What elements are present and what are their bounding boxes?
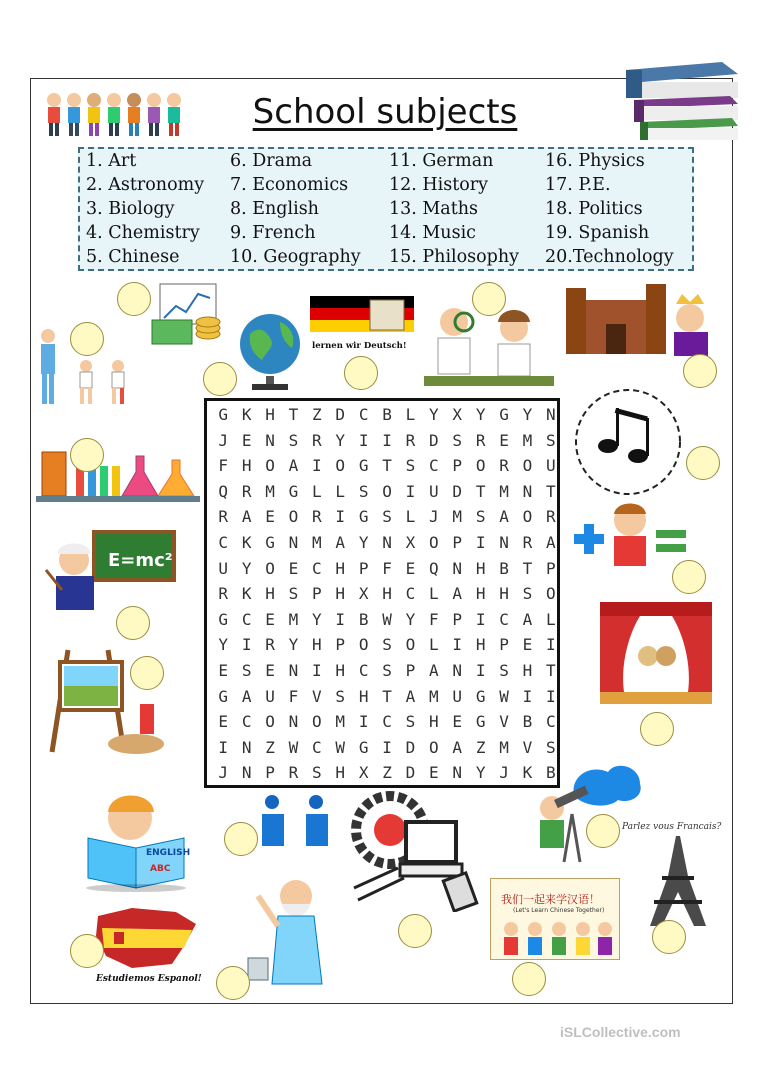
grid-letter[interactable]: A — [499, 507, 509, 527]
grid-letter[interactable]: L — [429, 584, 439, 604]
subject-item: 5. Chinese — [86, 247, 180, 267]
spanish-caption: Estudiemos Espanol! — [96, 974, 202, 984]
subjects-list — [78, 147, 694, 271]
subject-item: 13. Maths — [389, 199, 479, 219]
grid-letter[interactable]: U — [265, 686, 275, 706]
grid-letter[interactable]: E — [522, 635, 533, 655]
grid-letter[interactable]: E — [429, 763, 439, 783]
grid-letter[interactable]: G — [358, 507, 369, 527]
grid-letter[interactable]: E — [241, 430, 252, 450]
grid-letter[interactable]: C — [358, 405, 369, 424]
grid-letter[interactable]: M — [499, 481, 509, 501]
grid-letter[interactable]: I — [475, 533, 486, 552]
grid-letter[interactable]: C — [546, 712, 556, 732]
grid-letter[interactable]: Z — [475, 737, 486, 757]
grid-letter[interactable]: Y — [522, 405, 533, 424]
grid-letter[interactable]: S — [405, 712, 416, 732]
grid-letter[interactable]: S — [335, 686, 346, 706]
answer-circle[interactable] — [683, 354, 717, 388]
grid-letter[interactable]: J — [499, 763, 509, 783]
grid-letter[interactable]: E — [265, 507, 275, 527]
grid-letter[interactable]: G — [218, 609, 229, 629]
history-castle-picture — [566, 280, 716, 360]
grid-letter[interactable]: S — [288, 584, 299, 604]
grid-letter[interactable]: X — [358, 584, 369, 604]
grid-letter[interactable]: G — [475, 686, 486, 706]
grid-letter[interactable]: T — [382, 456, 392, 476]
word-search-grid[interactable] — [204, 398, 560, 788]
grid-letter[interactable]: I — [312, 661, 322, 680]
grid-letter[interactable]: G — [358, 456, 369, 476]
grid-letter[interactable]: S — [288, 430, 299, 450]
chinese-subcaption: (Let's Learn Chinese Together) — [513, 907, 605, 914]
grid-letter[interactable]: O — [382, 481, 392, 501]
grid-letter[interactable]: I — [382, 737, 392, 757]
grid-letter[interactable]: Y — [335, 430, 346, 450]
grid-letter[interactable]: S — [522, 584, 533, 604]
grid-letter[interactable]: D — [405, 763, 416, 783]
grid-letter[interactable]: I — [546, 686, 556, 706]
grid-letter[interactable]: M — [265, 481, 275, 501]
grid-letter[interactable]: E — [218, 712, 229, 732]
grid-letter[interactable]: I — [241, 635, 252, 655]
grid-letter[interactable]: V — [312, 686, 322, 706]
grid-letter[interactable]: H — [312, 635, 322, 655]
grid-letter[interactable]: H — [265, 405, 275, 424]
grid-letter[interactable]: Z — [312, 405, 322, 424]
spanish-map-picture — [92, 906, 200, 972]
grid-letter[interactable]: H — [335, 558, 346, 578]
grid-letter[interactable]: S — [452, 430, 463, 450]
grid-letter[interactable]: D — [335, 405, 346, 424]
grid-letter[interactable]: K — [241, 584, 252, 604]
grid-letter[interactable]: N — [241, 737, 252, 757]
grid-letter[interactable]: Y — [241, 558, 252, 578]
answer-circle[interactable] — [586, 814, 620, 848]
grid-letter[interactable]: W — [335, 737, 346, 757]
subject-item: 8. English — [230, 199, 319, 219]
grid-letter[interactable]: I — [335, 507, 346, 527]
grid-letter[interactable]: S — [312, 763, 322, 783]
grid-letter[interactable]: C — [241, 712, 252, 732]
subject-item: 4. Chemistry — [86, 223, 200, 243]
grid-letter[interactable]: E — [405, 558, 416, 578]
grid-letter[interactable]: G — [358, 737, 369, 757]
site-footer: iSLCollective.com — [560, 1024, 681, 1040]
grid-letter[interactable]: N — [546, 405, 556, 424]
grid-letter[interactable]: Y — [475, 405, 486, 424]
grid-letter[interactable]: D — [429, 430, 439, 450]
grid-letter[interactable]: S — [405, 456, 416, 476]
grid-letter[interactable]: A — [288, 456, 299, 476]
grid-letter[interactable]: L — [429, 635, 439, 655]
grid-letter[interactable]: H — [429, 712, 439, 732]
grid-letter[interactable]: X — [452, 405, 463, 424]
grid-letter[interactable]: O — [546, 584, 556, 604]
grid-letter[interactable]: O — [265, 558, 275, 578]
grid-letter[interactable]: P — [265, 763, 275, 783]
grid-letter[interactable]: J — [218, 763, 229, 783]
grid-letter[interactable]: R — [288, 763, 299, 783]
grid-letter[interactable]: I — [546, 635, 556, 655]
grid-letter[interactable]: K — [241, 405, 252, 424]
answer-circle[interactable] — [640, 712, 674, 746]
grid-letter[interactable]: I — [475, 609, 486, 629]
grid-letter[interactable]: S — [358, 481, 369, 501]
grid-letter[interactable]: Z — [382, 763, 392, 783]
subject-item: 1. Art — [86, 151, 137, 171]
grid-letter[interactable]: K — [241, 533, 252, 552]
grid-letter[interactable]: L — [546, 609, 556, 629]
grid-letter[interactable]: P — [452, 609, 463, 629]
grid-letter[interactable]: V — [522, 737, 533, 757]
grid-letter[interactable]: N — [288, 712, 299, 732]
grid-letter[interactable]: Y — [475, 763, 486, 783]
grid-letter[interactable]: C — [429, 456, 439, 476]
grid-letter[interactable]: C — [218, 533, 229, 552]
grid-letter[interactable]: A — [452, 737, 463, 757]
answer-circle[interactable] — [224, 822, 258, 856]
grid-letter[interactable]: P — [358, 558, 369, 578]
grid-letter[interactable]: H — [335, 763, 346, 783]
grid-letter[interactable]: O — [312, 712, 322, 732]
grid-letter[interactable]: Q — [429, 558, 439, 578]
grid-letter[interactable]: N — [522, 481, 533, 501]
grid-letter[interactable]: S — [382, 661, 392, 680]
grid-letter[interactable]: G — [218, 405, 229, 424]
grid-letter[interactable]: N — [452, 763, 463, 783]
grid-letter[interactable]: M — [288, 609, 299, 629]
grid-letter[interactable]: D — [452, 481, 463, 501]
grid-letter[interactable]: G — [288, 481, 299, 501]
subject-item: 7. Economics — [230, 175, 349, 195]
grid-letter[interactable]: N — [288, 533, 299, 552]
grid-letter[interactable]: S — [499, 661, 509, 680]
grid-letter[interactable]: O — [522, 456, 533, 476]
grid-letter[interactable]: U — [546, 456, 556, 476]
grid-letter[interactable]: Z — [265, 737, 275, 757]
grid-letter[interactable]: F — [218, 456, 229, 476]
grid-letter[interactable]: C — [358, 661, 369, 680]
grid-letter[interactable]: P — [405, 661, 416, 680]
grid-letter[interactable]: B — [499, 558, 509, 578]
grid-letter[interactable]: N — [382, 533, 392, 552]
physics-picture — [42, 530, 176, 614]
grid-letter[interactable]: F — [288, 686, 299, 706]
grid-letter[interactable]: T — [475, 481, 486, 501]
grid-letter[interactable]: C — [312, 558, 322, 578]
grid-letter[interactable]: E — [265, 609, 275, 629]
grid-letter[interactable]: N — [499, 533, 509, 552]
grid-letter[interactable]: E — [265, 661, 275, 680]
grid-letter[interactable]: G — [218, 686, 229, 706]
grid-letter[interactable]: I — [522, 686, 533, 706]
grid-letter[interactable]: N — [288, 661, 299, 680]
grid-letter[interactable]: I — [312, 456, 322, 476]
grid-letter[interactable]: L — [405, 405, 416, 424]
grid-letter[interactable]: A — [405, 686, 416, 706]
grid-letter[interactable]: O — [288, 507, 299, 527]
grid-letter[interactable]: M — [312, 533, 322, 552]
grid-letter[interactable]: H — [475, 558, 486, 578]
grid-letter[interactable]: J — [218, 430, 229, 450]
grid-letter[interactable]: T — [288, 405, 299, 424]
grid-letter[interactable]: Y — [405, 609, 416, 629]
grid-letter[interactable]: Y — [312, 609, 322, 629]
grid-letter[interactable]: S — [546, 430, 556, 450]
books-picture — [622, 60, 742, 142]
grid-letter[interactable]: G — [265, 533, 275, 552]
grid-letter[interactable]: P — [312, 584, 322, 604]
grid-letter[interactable]: U — [218, 558, 229, 578]
grid-letter[interactable]: H — [241, 456, 252, 476]
subject-item: 18. Politics — [545, 199, 643, 219]
grid-letter[interactable]: I — [358, 430, 369, 450]
subject-item: 16. Physics — [545, 151, 645, 171]
answer-circle[interactable] — [512, 962, 546, 996]
grid-letter[interactable]: M — [499, 737, 509, 757]
grid-letter[interactable]: B — [522, 712, 533, 732]
grid-letter[interactable]: A — [335, 533, 346, 552]
physics-formula: E=mc² — [108, 550, 173, 571]
grid-letter[interactable]: P — [452, 456, 463, 476]
grid-letter[interactable]: S — [546, 737, 556, 757]
grid-letter[interactable]: X — [405, 533, 416, 552]
grid-letter[interactable]: B — [546, 763, 556, 783]
grid-letter[interactable]: I — [405, 481, 416, 501]
politics-picture — [256, 792, 334, 848]
grid-letter[interactable]: S — [382, 635, 392, 655]
grid-letter[interactable]: V — [499, 712, 509, 732]
grid-letter[interactable]: F — [382, 558, 392, 578]
grid-letter[interactable]: R — [546, 507, 556, 527]
grid-letter[interactable]: H — [522, 661, 533, 680]
chinese-children-icon — [497, 919, 615, 957]
grid-letter[interactable]: E — [218, 661, 229, 680]
chemistry-picture — [36, 426, 200, 504]
grid-letter[interactable]: C — [312, 737, 322, 757]
grid-letter[interactable]: R — [499, 456, 509, 476]
grid-letter[interactable]: H — [335, 584, 346, 604]
grid-letter[interactable]: X — [358, 763, 369, 783]
drama-theatre-picture — [600, 602, 712, 706]
grid-letter[interactable]: O — [522, 507, 533, 527]
grid-letter[interactable]: A — [241, 686, 252, 706]
grid-letter[interactable]: N — [452, 558, 463, 578]
grid-letter[interactable]: T — [382, 686, 392, 706]
grid-letter[interactable]: W — [499, 686, 509, 706]
grid-letter[interactable]: Y — [288, 635, 299, 655]
grid-letter[interactable]: I — [382, 430, 392, 450]
grid-letter[interactable]: J — [429, 507, 439, 527]
subject-item: 12. History — [389, 175, 489, 195]
grid-letter[interactable]: G — [499, 405, 509, 424]
grid-letter[interactable]: W — [288, 737, 299, 757]
grid-letter[interactable]: G — [475, 712, 486, 732]
grid-letter[interactable]: C — [241, 609, 252, 629]
grid-letter[interactable]: L — [405, 507, 416, 527]
grid-letter[interactable]: R — [522, 533, 533, 552]
grid-letter[interactable]: W — [382, 609, 392, 629]
grid-letter[interactable]: E — [452, 712, 463, 732]
grid-letter[interactable]: Q — [218, 481, 229, 501]
grid-letter[interactable]: M — [452, 507, 463, 527]
subject-item: 10. Geography — [230, 247, 361, 267]
subject-item: 14. Music — [389, 223, 476, 243]
music-picture — [568, 384, 688, 500]
answer-circle[interactable] — [116, 606, 150, 640]
grid-letter[interactable]: R — [218, 584, 229, 604]
answer-circle[interactable] — [203, 362, 237, 396]
grid-letter[interactable]: R — [312, 507, 322, 527]
german-caption: lernen wir Deutsch! — [312, 341, 407, 351]
grid-letter[interactable]: F — [429, 609, 439, 629]
maths-picture — [568, 500, 692, 572]
grid-letter[interactable]: S — [475, 507, 486, 527]
chinese-poster — [490, 878, 620, 960]
grid-letter[interactable]: H — [358, 686, 369, 706]
grid-letter[interactable]: I — [218, 737, 229, 757]
answer-circle[interactable] — [130, 656, 164, 690]
answer-circle[interactable] — [70, 934, 104, 968]
astronomy-picture — [530, 756, 644, 866]
grid-letter[interactable]: M — [335, 712, 346, 732]
children-picture — [44, 88, 188, 140]
grid-letter[interactable]: H — [382, 584, 392, 604]
grid-letter[interactable]: M — [429, 686, 439, 706]
grid-letter[interactable]: P — [452, 533, 463, 552]
grid-letter[interactable]: S — [382, 507, 392, 527]
philosophy-picture — [244, 876, 344, 986]
technology-picture — [348, 788, 486, 912]
subject-item: 3. Biology — [86, 199, 175, 219]
answer-circle[interactable] — [216, 966, 250, 1000]
chinese-caption: 我们一起来学汉语！ — [501, 893, 600, 906]
grid-letter[interactable]: M — [522, 430, 533, 450]
eiffel-tower-picture — [640, 836, 716, 928]
grid-letter[interactable]: A — [546, 533, 556, 552]
grid-letter[interactable]: P — [335, 635, 346, 655]
grid-letter[interactable]: U — [452, 686, 463, 706]
grid-letter[interactable]: R — [265, 635, 275, 655]
grid-letter[interactable]: O — [405, 635, 416, 655]
grid-letter[interactable]: R — [405, 430, 416, 450]
grid-letter[interactable]: H — [475, 584, 486, 604]
grid-letter[interactable]: R — [475, 430, 486, 450]
grid-letter[interactable]: B — [382, 405, 392, 424]
grid-letter[interactable]: D — [405, 737, 416, 757]
grid-letter[interactable]: O — [265, 712, 275, 732]
grid-letter[interactable]: R — [218, 507, 229, 527]
grid-letter[interactable]: O — [429, 737, 439, 757]
grid-letter[interactable]: N — [241, 763, 252, 783]
grid-letter[interactable]: E — [288, 558, 299, 578]
grid-letter[interactable]: E — [499, 430, 509, 450]
subject-item: 11. German — [389, 151, 494, 171]
grid-letter[interactable]: R — [312, 430, 322, 450]
subject-item: 6. Drama — [230, 151, 313, 171]
grid-letter[interactable]: U — [429, 481, 439, 501]
answer-circle[interactable] — [344, 356, 378, 390]
grid-letter[interactable]: Y — [429, 405, 439, 424]
subject-item: 15. Philosophy — [389, 247, 520, 267]
grid-letter[interactable]: I — [475, 661, 486, 680]
subject-item: 2. Astronomy — [86, 175, 205, 195]
answer-circle[interactable] — [652, 920, 686, 954]
answer-circle[interactable] — [686, 446, 720, 480]
grid-letter[interactable]: H — [335, 661, 346, 680]
answer-circle[interactable] — [70, 438, 104, 472]
grid-letter[interactable]: T — [546, 661, 556, 680]
grid-letter[interactable]: T — [522, 558, 533, 578]
grid-letter[interactable]: I — [358, 712, 369, 732]
grid-letter[interactable]: H — [265, 584, 275, 604]
english-reading-picture — [80, 788, 192, 892]
grid-letter[interactable]: O — [265, 456, 275, 476]
globe-picture — [236, 308, 306, 394]
grid-letter[interactable]: R — [241, 481, 252, 501]
grid-letter[interactable]: H — [475, 635, 486, 655]
grid-letter[interactable]: A — [429, 661, 439, 680]
grid-letter[interactable]: Y — [218, 635, 229, 655]
answer-circle[interactable] — [672, 560, 706, 594]
grid-letter[interactable]: C — [405, 584, 416, 604]
french-caption: Parlez vous Francais? — [622, 822, 722, 832]
subject-item: 17. P.E. — [545, 175, 611, 195]
grid-letter[interactable]: S — [241, 661, 252, 680]
answer-circle[interactable] — [472, 282, 506, 316]
answer-circle[interactable] — [117, 282, 151, 316]
grid-letter[interactable]: N — [265, 430, 275, 450]
page-title: School subjects — [252, 92, 518, 132]
grid-letter[interactable]: T — [546, 481, 556, 501]
grid-letter[interactable]: I — [335, 609, 346, 629]
grid-letter[interactable]: P — [546, 558, 556, 578]
grid-letter[interactable]: C — [499, 609, 509, 629]
grid-letter[interactable]: C — [382, 712, 392, 732]
grid-letter[interactable]: B — [358, 609, 369, 629]
grid-letter[interactable]: A — [522, 609, 533, 629]
grid-letter[interactable]: P — [499, 635, 509, 655]
grid-letter[interactable]: Y — [358, 533, 369, 552]
english-book-abc: ABC — [150, 864, 171, 874]
grid-letter[interactable]: O — [358, 635, 369, 655]
grid-letter[interactable]: O — [429, 533, 439, 552]
grid-letter[interactable]: N — [452, 661, 463, 680]
subject-item: 20.Technology — [545, 247, 674, 267]
grid-letter[interactable]: A — [241, 507, 252, 527]
grid-letter[interactable]: K — [522, 763, 533, 783]
english-book-label: ENGLISH — [146, 848, 191, 858]
subject-item: 9. French — [230, 223, 316, 243]
grid-letter[interactable]: O — [335, 456, 346, 476]
answer-circle[interactable] — [70, 322, 104, 356]
grid-letter[interactable]: H — [499, 584, 509, 604]
grid-letter[interactable]: I — [452, 635, 463, 655]
grid-letter[interactable]: O — [475, 456, 486, 476]
grid-letter[interactable]: L — [335, 481, 346, 501]
answer-circle[interactable] — [398, 914, 432, 948]
economics-picture — [150, 282, 226, 352]
grid-letter[interactable]: A — [452, 584, 463, 604]
grid-letter[interactable]: L — [312, 481, 322, 501]
subject-item: 19. Spanish — [545, 223, 650, 243]
